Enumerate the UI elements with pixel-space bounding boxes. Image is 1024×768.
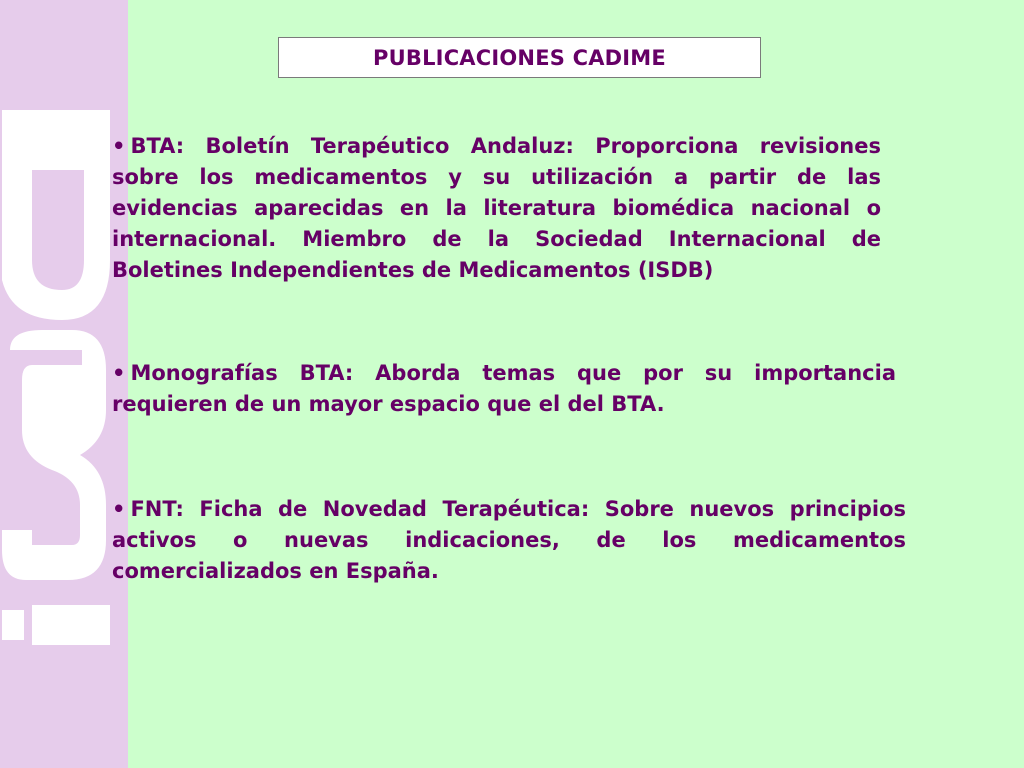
sidebar-stripe (0, 0, 128, 768)
bullet-item-monografias (112, 358, 896, 420)
bullet-text: BTA: Boletín Terapéutico Andaluz: Proporciona revisiones sobre los medicamentos y su utilización a partir de las evidencias aparecidas en la literatura biomédica nacional o internacional. Miembro de la Sociedad Internacional de Boletines Independientes de Medicamentos (ISDB) (112, 134, 881, 282)
bullet-marker: • (112, 134, 126, 158)
bullet-marker: • (112, 497, 126, 521)
page-title: PUBLICACIONES CADIME (373, 45, 666, 70)
bullet-text: FNT: Ficha de Novedad Terapéutica: Sobre nuevos principios activos o nuevas indicaciones, de los medicamentos comercializados en España. (112, 497, 906, 583)
isp-logo (2, 110, 110, 662)
bullet-item-bta (112, 131, 881, 286)
bullet-item-fnt (112, 494, 906, 587)
title-box (278, 37, 761, 78)
bullet-marker: • (112, 361, 126, 385)
bullet-text: Monografías BTA: Aborda temas que por su importancia requieren de un mayor espacio que el del BTA. (112, 361, 896, 416)
